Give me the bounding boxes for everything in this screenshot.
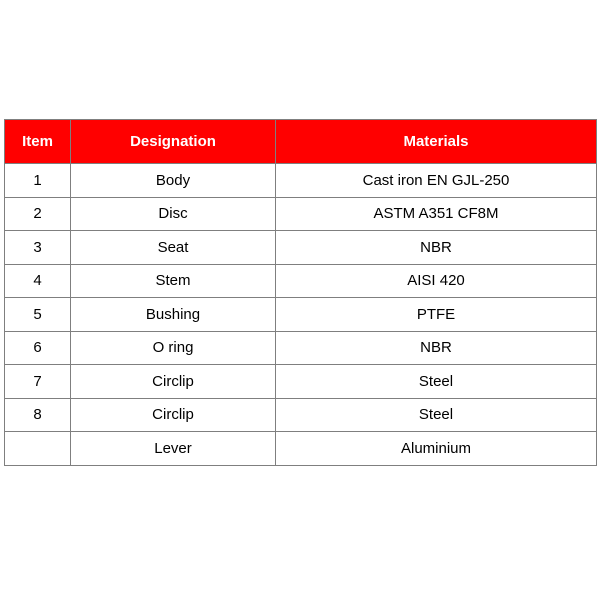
cell-item: 6 [5, 331, 71, 365]
table-row [5, 331, 597, 365]
cell-designation: Lever [71, 432, 276, 466]
table-row [5, 298, 597, 332]
cell-item: 2 [5, 197, 71, 231]
table-row [5, 432, 597, 466]
header-designation: Designation [71, 120, 276, 164]
header-item: Item [5, 120, 71, 164]
cell-material: NBR [276, 231, 597, 265]
table-row [5, 197, 597, 231]
cell-designation: Bushing [71, 298, 276, 332]
cell-designation: Disc [71, 197, 276, 231]
cell-item [5, 432, 71, 466]
cell-designation: O ring [71, 331, 276, 365]
cell-item: 7 [5, 365, 71, 399]
cell-material: NBR [276, 331, 597, 365]
cell-material: Aluminium [276, 432, 597, 466]
table-header-row [5, 120, 597, 164]
table-row [5, 264, 597, 298]
table-row [5, 398, 597, 432]
header-materials: Materials [276, 120, 597, 164]
cell-designation: Stem [71, 264, 276, 298]
cell-material: Steel [276, 365, 597, 399]
cell-item: 3 [5, 231, 71, 265]
table-row [5, 365, 597, 399]
cell-designation: Circlip [71, 398, 276, 432]
cell-material: PTFE [276, 298, 597, 332]
materials-table [4, 119, 597, 466]
cell-item: 4 [5, 264, 71, 298]
cell-material: AISI 420 [276, 264, 597, 298]
cell-material: Steel [276, 398, 597, 432]
cell-designation: Seat [71, 231, 276, 265]
table-row [5, 164, 597, 198]
cell-item: 5 [5, 298, 71, 332]
table-row [5, 231, 597, 265]
cell-item: 1 [5, 164, 71, 198]
cell-material: ASTM A351 CF8M [276, 197, 597, 231]
cell-material: Cast iron EN GJL-250 [276, 164, 597, 198]
cell-designation: Circlip [71, 365, 276, 399]
cell-item: 8 [5, 398, 71, 432]
cell-designation: Body [71, 164, 276, 198]
